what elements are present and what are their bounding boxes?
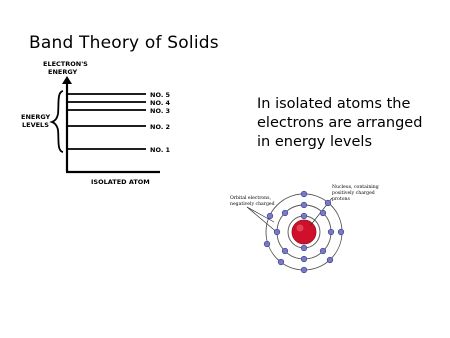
right-caption-line3: protons [332, 197, 350, 202]
energy-level-diagram [21, 60, 171, 186]
electron [320, 248, 326, 254]
electron [301, 191, 307, 197]
level-label-4: NO. 4 [150, 99, 171, 107]
electron [301, 256, 307, 262]
level-label-1: NO. 1 [150, 146, 171, 154]
electron [338, 229, 344, 235]
left-caption-line2: negatively charged [230, 202, 275, 207]
energy-brace [52, 91, 63, 152]
body-line-2: electrons are arranged [257, 115, 423, 131]
y-axis-label-line1: ELECTRON'S [43, 60, 88, 68]
electron [278, 259, 284, 265]
electron [282, 210, 288, 216]
electron [301, 267, 307, 273]
level-label-2: NO. 2 [150, 123, 171, 131]
y-axis-arrowhead [62, 76, 72, 84]
pointer-electron-1 [247, 207, 279, 234]
level-label-5: NO. 5 [150, 91, 171, 99]
right-caption-line2: positively charged [332, 191, 375, 196]
left-caption-line1: Orbital electrons, [230, 196, 271, 201]
y-axis-label-line2: ENERGY [48, 68, 78, 76]
electron [267, 213, 273, 219]
x-axis-label: ISOLATED ATOM [91, 178, 150, 186]
right-caption-line1: Nucleus, containing [332, 185, 379, 190]
body-line-3: in energy levels [257, 134, 372, 150]
body-line-1: In isolated atoms the [257, 96, 411, 112]
nucleus-highlight [297, 225, 304, 232]
side-label-line2: LEVELS [22, 121, 49, 129]
electron [325, 200, 331, 206]
electron [328, 229, 334, 235]
nucleus [292, 220, 316, 244]
electron [282, 248, 288, 254]
electron [327, 257, 333, 263]
electron [301, 245, 307, 251]
side-label-line1: ENERGY [21, 113, 51, 121]
electron [264, 241, 270, 247]
electron [301, 213, 307, 219]
electron [274, 229, 280, 235]
electron [320, 210, 326, 216]
slide-title: Band Theory of Solids [29, 33, 219, 53]
electron [301, 202, 307, 208]
level-label-3: NO. 3 [150, 107, 171, 115]
atom-diagram [230, 184, 379, 273]
